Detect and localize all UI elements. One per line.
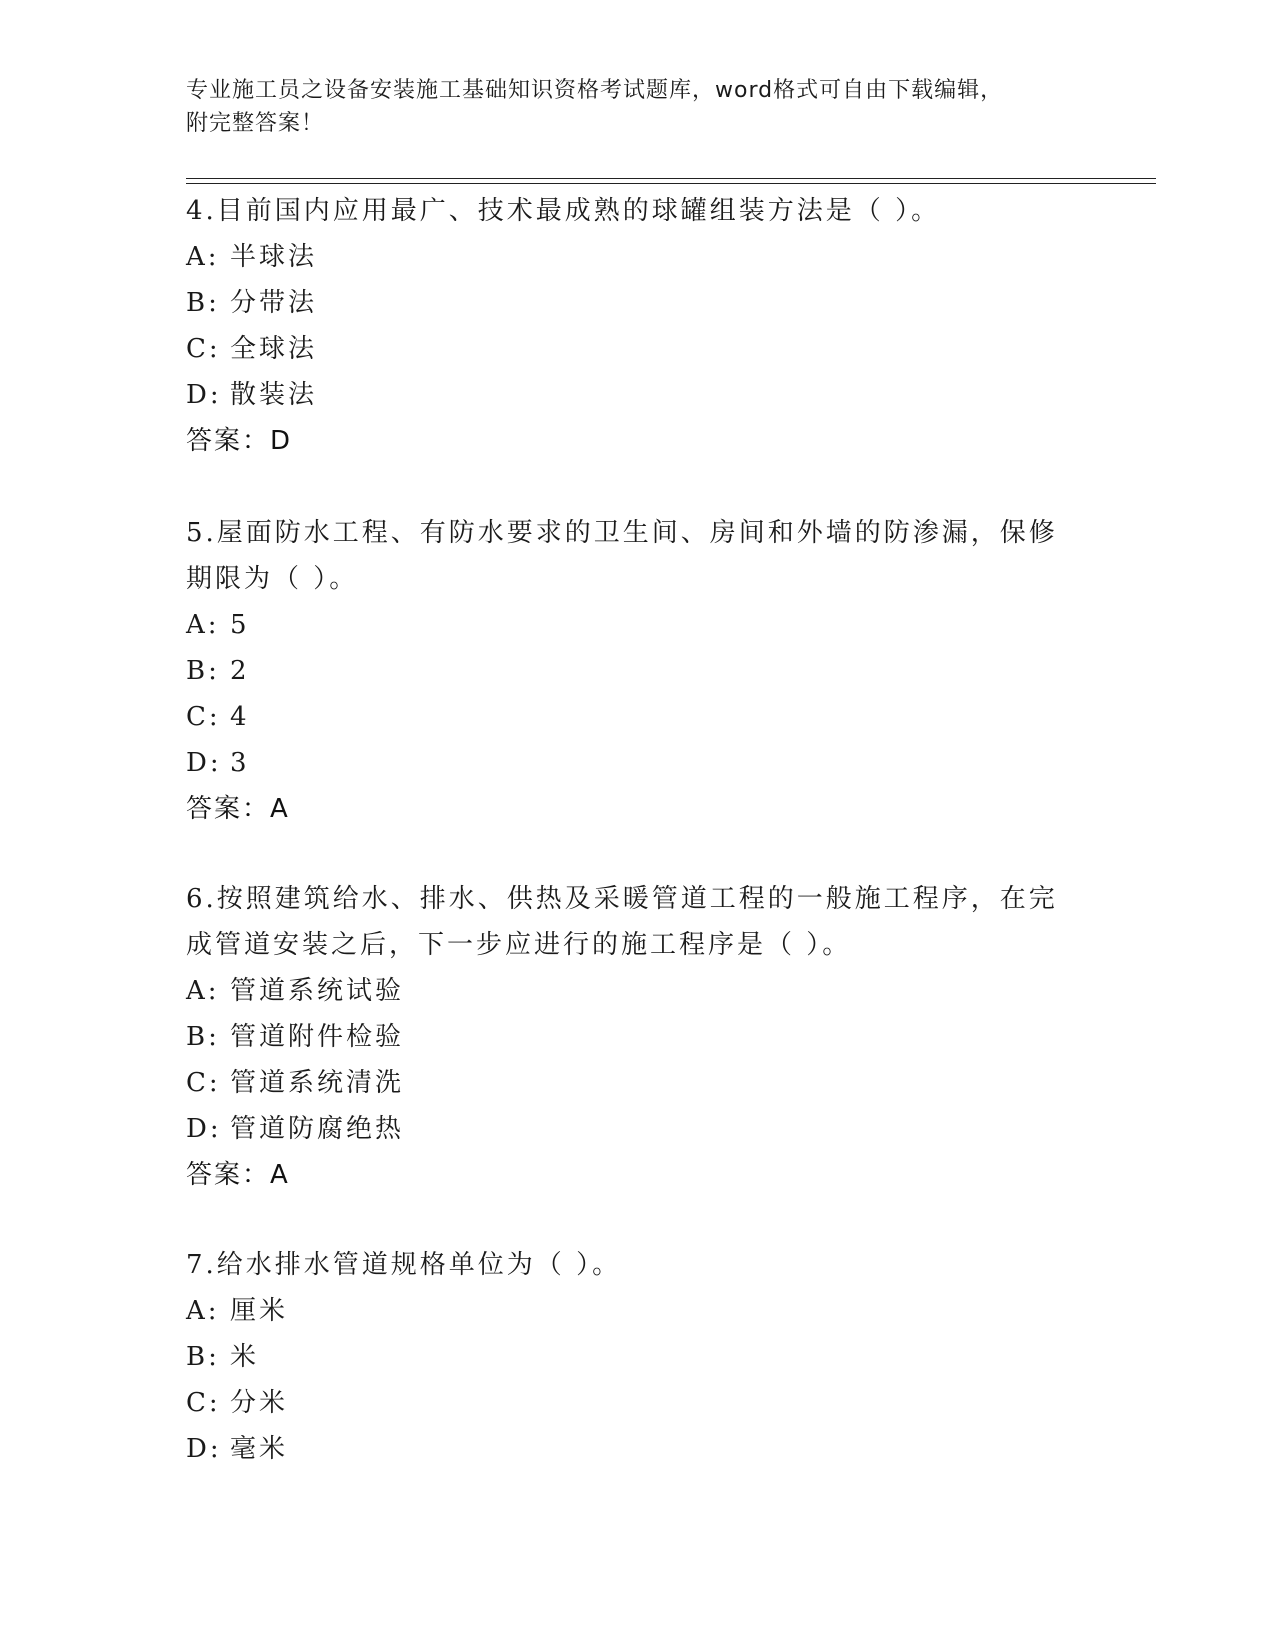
question-5 xyxy=(186,510,1066,832)
option-text: 分带法 xyxy=(230,288,318,318)
answer-line: 答案：A xyxy=(186,794,290,824)
question-text: 4.目前国内应用最广、技术最成熟的球罐组装方法是（ ）。 xyxy=(186,196,941,226)
option-d xyxy=(186,1426,1066,1472)
option-a xyxy=(186,602,1066,648)
option-text: 毫米 xyxy=(230,1434,289,1464)
option-letter: D: xyxy=(186,1114,222,1144)
option-b xyxy=(186,1014,1066,1060)
option-c xyxy=(186,694,1066,740)
question-7 xyxy=(186,1242,1066,1472)
header-line-2: 附完整答案！ xyxy=(186,111,325,136)
option-text: 管道系统试验 xyxy=(230,976,405,1006)
option-letter: B: xyxy=(186,656,220,686)
option-text: 管道系统清洗 xyxy=(230,1068,405,1098)
option-letter: C: xyxy=(186,334,221,364)
option-letter: A: xyxy=(186,1296,220,1326)
question-text: 5.屋面防水工程、有防水要求的卫生间、房间和外墙的防渗漏，保修期限为（ ）。 xyxy=(186,518,1058,594)
option-text: 管道防腐绝热 xyxy=(230,1114,405,1144)
option-letter: D: xyxy=(186,1434,222,1464)
option-text: 半球法 xyxy=(230,242,318,272)
question-6 xyxy=(186,876,1066,1198)
option-b xyxy=(186,280,1066,326)
option-c xyxy=(186,326,1066,372)
option-text: 2 xyxy=(230,656,250,686)
option-b xyxy=(186,1334,1066,1380)
option-text: 全球法 xyxy=(230,334,318,364)
option-text: 3 xyxy=(230,748,250,778)
answer-line: 答案：D xyxy=(186,426,293,456)
question-text: 7.给水排水管道规格单位为（ ）。 xyxy=(186,1250,622,1280)
document-header xyxy=(186,74,1066,140)
answer-line: 答案：A xyxy=(186,1160,290,1190)
option-letter: C: xyxy=(186,702,221,732)
header-divider-top xyxy=(186,178,1156,179)
option-c xyxy=(186,1380,1066,1426)
option-a xyxy=(186,968,1066,1014)
option-d xyxy=(186,740,1066,786)
option-text: 分米 xyxy=(230,1388,289,1418)
option-text: 5 xyxy=(230,610,250,640)
option-letter: A: xyxy=(186,976,220,1006)
question-4 xyxy=(186,188,1066,464)
option-a xyxy=(186,1288,1066,1334)
option-a xyxy=(186,234,1066,280)
option-letter: C: xyxy=(186,1388,221,1418)
option-b xyxy=(186,648,1066,694)
option-letter: A: xyxy=(186,242,220,272)
option-letter: B: xyxy=(186,1022,220,1052)
option-letter: C: xyxy=(186,1068,221,1098)
option-letter: D: xyxy=(186,748,222,778)
option-text: 散装法 xyxy=(230,380,318,410)
option-text: 厘米 xyxy=(230,1296,289,1326)
option-d xyxy=(186,1106,1066,1152)
option-c xyxy=(186,1060,1066,1106)
option-letter: D: xyxy=(186,380,222,410)
option-text: 管道附件检验 xyxy=(230,1022,405,1052)
header-line-1: 专业施工员之设备安装施工基础知识资格考试题库，word格式可自由下载编辑， xyxy=(186,78,1004,103)
option-letter: A: xyxy=(186,610,220,640)
option-d xyxy=(186,372,1066,418)
option-text: 4 xyxy=(230,702,250,732)
option-text: 米 xyxy=(230,1342,260,1372)
option-letter: B: xyxy=(186,1342,220,1372)
header-divider-bottom xyxy=(186,183,1156,184)
question-text: 6.按照建筑给水、排水、供热及采暖管道工程的一般施工程序，在完成管道安装之后，下一步应进行的施工程序是（ ）。 xyxy=(186,884,1058,960)
option-letter: B: xyxy=(186,288,220,318)
